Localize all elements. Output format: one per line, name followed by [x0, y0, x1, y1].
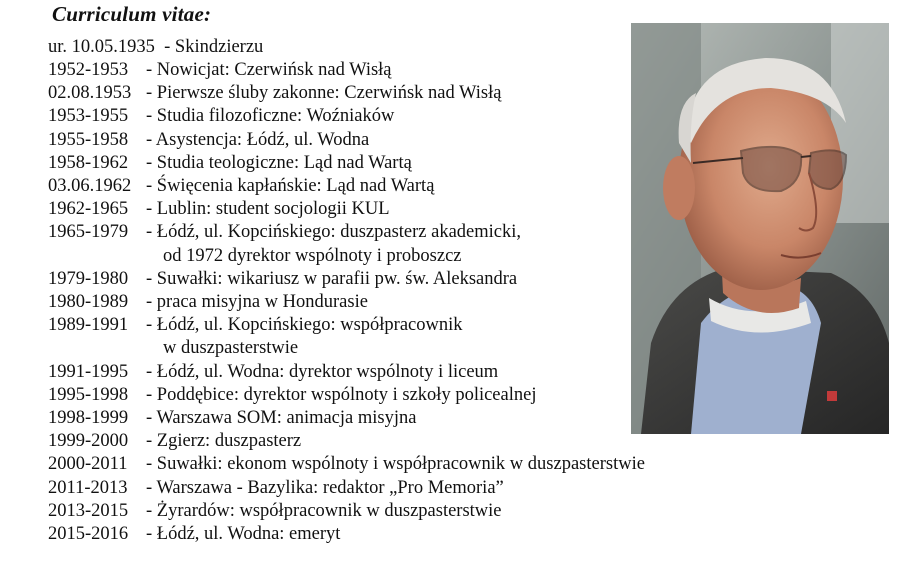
cv-entry [48, 500, 708, 523]
cv-entry [48, 198, 708, 221]
cv-entry-text: - Święcenia kapłańskie: Ląd nad Wartą [146, 176, 435, 197]
cv-entry-continuation: od 1972 dyrektor wspólnoty i proboszcz [163, 245, 462, 266]
cv-entry-date: 1952-1953 [48, 60, 129, 80]
cv-entry-text: - Łódź, ul. Kopcińskiego: duszpasterz akademicki, [146, 222, 522, 243]
cv-entry-text: - Studia teologiczne: Ląd nad Wartą [146, 152, 412, 173]
cv-entry [48, 453, 708, 476]
cv-entry-date: 02.08.1953 [48, 83, 132, 104]
cv-entry-text: - Asystencja: Łódź, ul. Wodna [146, 129, 370, 150]
cv-entry [48, 221, 708, 244]
cv-entry-date: 1979-1980 [48, 268, 129, 289]
cv-entry [48, 384, 708, 407]
cv-entry-text: - Łódź, ul. Wodna: emeryt [146, 524, 341, 545]
cv-entry-date: 1955-1958 [48, 129, 129, 150]
cv-entry [48, 105, 708, 128]
cv-entry-date: 1953-1955 [48, 106, 129, 127]
cv-entry-text: - Suwałki: ekonom wspólnoty i współpracownik w duszpasterstwie [146, 454, 645, 475]
cv-entry-date: 2000-2011 [48, 454, 128, 475]
cv-entry-text: - Zgierz: duszpasterz [146, 431, 302, 452]
cv-entry-date: 03.06.1962 [48, 176, 132, 197]
cv-entry-text: - Żyrardów: współpracownik w duszpasterstwie [146, 500, 502, 521]
cv-birth-line: ur. 10.05.1935 - Skindzierzu [48, 37, 264, 57]
cv-entry-text: - Łódź, ul. Wodna: dyrektor wspólnoty i liceum [146, 361, 499, 382]
cv-entry [48, 361, 708, 384]
cv-entry-text: - Poddębice: dyrektor wspólnoty i szkoły policealnej [146, 384, 537, 405]
cv-entry [48, 82, 708, 105]
cv-entry [48, 523, 708, 546]
cv-entry-text: - Lublin: student socjologii KUL [146, 199, 390, 220]
cv-entry [48, 129, 708, 152]
cv-entry-text: - Warszawa SOM: animacja misyjna [146, 408, 417, 429]
cv-entry-date: 1998-1999 [48, 408, 129, 429]
cv-entry-date: 1989-1991 [48, 315, 129, 336]
cv-title: Curriculum vitae: [52, 2, 212, 26]
cv-entry-text: - Pierwsze śluby zakonne: Czerwińsk nad Wisłą [146, 83, 502, 104]
portrait-illustration [631, 23, 889, 434]
cv-entry-date: 1991-1995 [48, 361, 129, 382]
cv-entry-text: - Warszawa - Bazylika: redaktor „Pro Memoria” [146, 477, 504, 498]
cv-entry-text: - Nowicjat: Czerwińsk nad Wisłą [146, 60, 392, 80]
cv-entry-date: 1958-1962 [48, 152, 129, 173]
cv-entry-date: 2015-2016 [48, 524, 129, 545]
cv-entries-list [48, 59, 708, 546]
cv-entry [48, 407, 708, 430]
cv-entry-continuation: w duszpasterstwie [163, 338, 299, 359]
cv-entry-date: 1962-1965 [48, 199, 129, 220]
cv-entry [48, 314, 708, 337]
cv-entry [48, 59, 708, 82]
cv-entry-date: 2011-2013 [48, 477, 128, 498]
cv-entry-date: 1995-1998 [48, 384, 129, 405]
cv-entry [48, 175, 708, 198]
cv-entry-text: - Studia filozoficzne: Woźniaków [146, 106, 395, 127]
cv-entry [48, 268, 708, 291]
cv-entry-text: - praca misyjna w Hondurasie [146, 292, 368, 313]
cv-entry-text: - Suwałki: wikariusz w parafii pw. św. Aleksandra [146, 268, 518, 289]
cv-entry-date: 2013-2015 [48, 500, 129, 521]
cv-entry [48, 477, 708, 500]
cv-entry-text: - Łódź, ul. Kopcińskiego: współpracownik [146, 315, 463, 336]
cv-entry [48, 291, 708, 314]
cv-entry [48, 152, 708, 175]
cv-entry [48, 430, 708, 453]
cv-entry-date: 1980-1989 [48, 292, 129, 313]
cv-entry-date: 1965-1979 [48, 222, 129, 243]
portrait-photo [631, 23, 889, 434]
cv-entry-date: 1999-2000 [48, 431, 129, 452]
